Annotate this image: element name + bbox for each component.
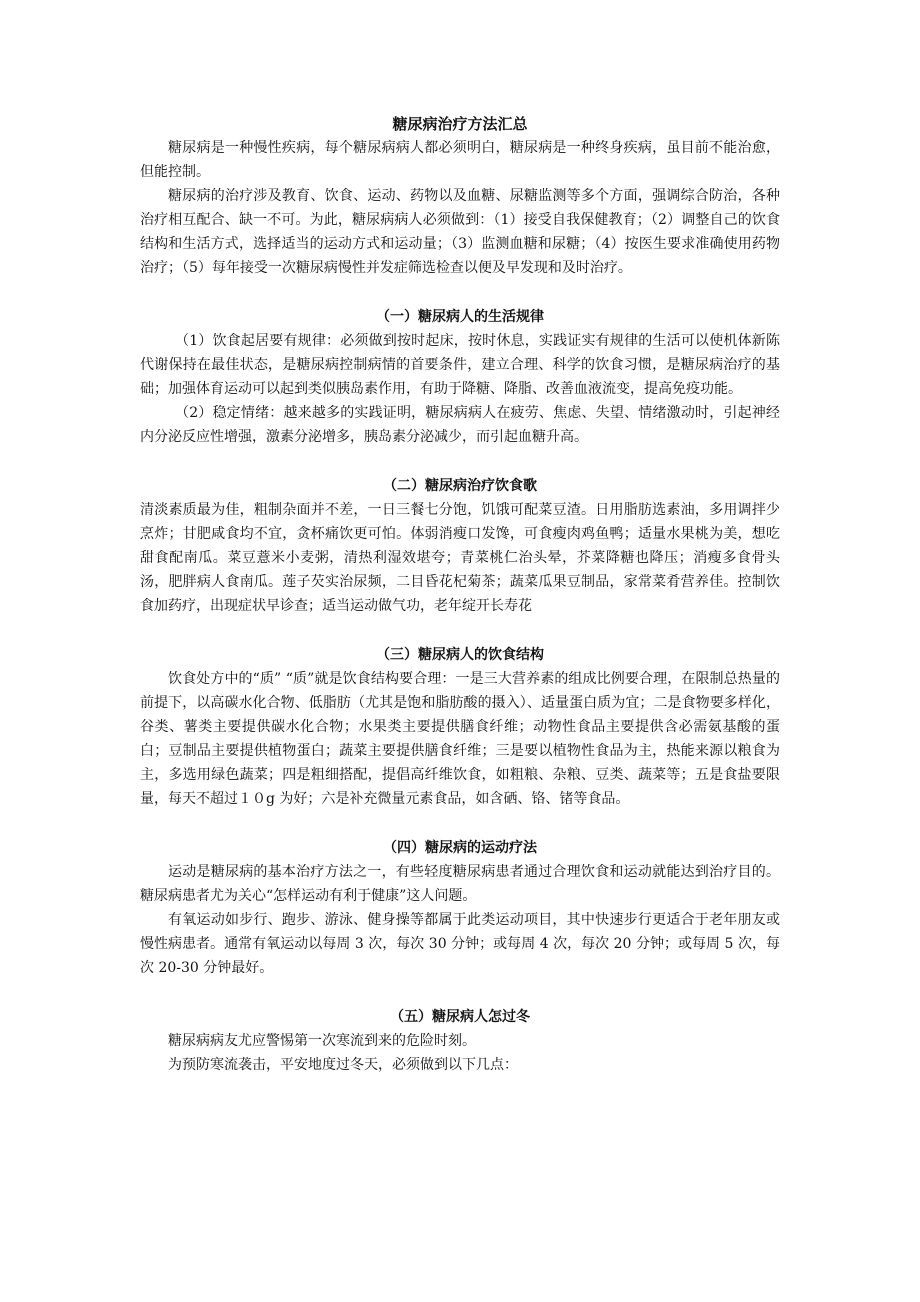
document-title: 糖尿病治疗方法汇总 xyxy=(392,115,528,133)
section-heading-1: （一）糖尿病人的生活规律 xyxy=(376,309,544,325)
spacer xyxy=(140,280,780,305)
spacer xyxy=(140,980,780,1005)
section-5-paragraph-2: 为预防寒流袭击，平安地度过冬天，必须做到以下几点： xyxy=(168,1057,518,1073)
section-heading-4: （四）糖尿病的运动疗法 xyxy=(383,840,537,856)
spacer xyxy=(140,449,780,474)
section-2-paragraph-1: 清淡素质最为佳，粗制杂面并不差，一日三餐七分饱，饥饿可配菜豆渣。日用脂肪选素油，多用调拌少烹炸；甘肥咸食均不宜，贪杯痛饮更可怕。体弱消瘦口发馋，可食瘦肉鸡鱼鸭；适量水果桃为美，想吃甜食配南瓜。菜豆薏米小麦粥，清热利湿效堪夸；青菜桃仁治头晕，芥菜降糖也降压；消瘦多食骨头汤，肥胖病人食南瓜。莲子芡实治尿频，二目昏花杞菊茶；蔬菜瓜果豆制品，家常菜肴营养佳。控制饮食加药疗，出现症状早诊查；适当运动做气功，老年绽开长寿花 xyxy=(140,502,780,614)
intro-paragraph-2: 糖尿病的治疗涉及教育、饮食、运动、药物以及血糖、尿糖监测等多个方面，强调综合防治，各种治疗相互配合、缺一不可。为此，糖尿病病人必须做到：（1）接受自我保健教育；（2）调整自己的饮食结构和生活方式，选择适当的运动方式和运动量；（3）监测血糖和尿糖；（4）按医生要求准确使用药物治疗；（5）每年接受一次糖尿病慢性并发症筛选检查以便及早发现和及时治疗。 xyxy=(140,188,780,276)
section-4-paragraph-1: 运动是糖尿病的基本治疗方法之一，有些轻度糖尿病患者通过合理饮食和运动就能达到治疗目的。糖尿病患者尤为关心“怎样运动有利于健康”这人问题。 xyxy=(140,864,780,904)
spacer xyxy=(140,811,780,836)
section-4-paragraph-2: 有氧运动如步行、跑步、游泳、健身操等都属于此类运动项目，其中快速步行更适合于老年朋友或慢性病患者。通常有氧运动以每周 3 次，每次 30 分钟；或每周 4 次，每次 20 分钟；或每周 5 次，每次 20-30 分钟最好。 xyxy=(140,912,780,976)
section-1-paragraph-1: （1）饮食起居要有规律：必须做到按时起床，按时休息，实践证实有规律的生活可以使机体新陈代谢保持在最佳状态，是糖尿病控制病情的首要条件，建立合理、科学的饮食习惯，是糖尿病治疗的基础；加强体育运动可以起到类似胰岛素作用，有助于降糖、降脂、改善血液流变，提高免疫功能。 xyxy=(140,333,780,397)
document-page xyxy=(140,112,780,1077)
section-5-paragraph-1: 糖尿病病友尤应警惕第一次寒流到来的危险时刻。 xyxy=(168,1033,476,1049)
section-3-paragraph-1: 饮食处方中的“质” “质”就是饮食结构要合理：一是三大营养素的组成比例要合理，在限制总热量的前提下，以高碳水化合物、低脂肪（尤其是饱和脂肪酸的摄入）、适量蛋白质为宜；二是食物要多样化，谷类、薯类主要提供碳水化合物；水果类主要提供膳食纤维；动物性食品主要提供含必需氨基酸的蛋白；豆制品主要提供植物蛋白；蔬菜主要提供膳食纤维；三是要以植物性食品为主，热能来源以粮食为主，多选用绿色蔬菜；四是粗细搭配，提倡高纤维饮食，如粗粮、杂粮、豆类、蔬菜等；五是食盐要限量，每天不超过１０g 为好；六是补充微量元素食品，如含硒、铬、锗等食品。 xyxy=(140,671,780,807)
section-1-paragraph-2: （2）稳定情绪：越来越多的实践证明，糖尿病病人在疲劳、焦虑、失望、情绪激动时，引起神经内分泌反应性增强，激素分泌增多，胰岛素分泌减少，而引起血糖升高。 xyxy=(140,405,780,445)
section-heading-2: （二）糖尿病治疗饮食歌 xyxy=(383,478,537,494)
intro-paragraph-1: 糖尿病是一种慢性疾病，每个糖尿病病人都必须明白，糖尿病是一种终身疾病，虽目前不能治愈，但能控制。 xyxy=(140,140,780,180)
section-heading-3: （三）糖尿病人的饮食结构 xyxy=(376,647,544,663)
spacer xyxy=(140,618,780,643)
section-heading-5: （五）糖尿病人怎过冬 xyxy=(390,1009,530,1025)
